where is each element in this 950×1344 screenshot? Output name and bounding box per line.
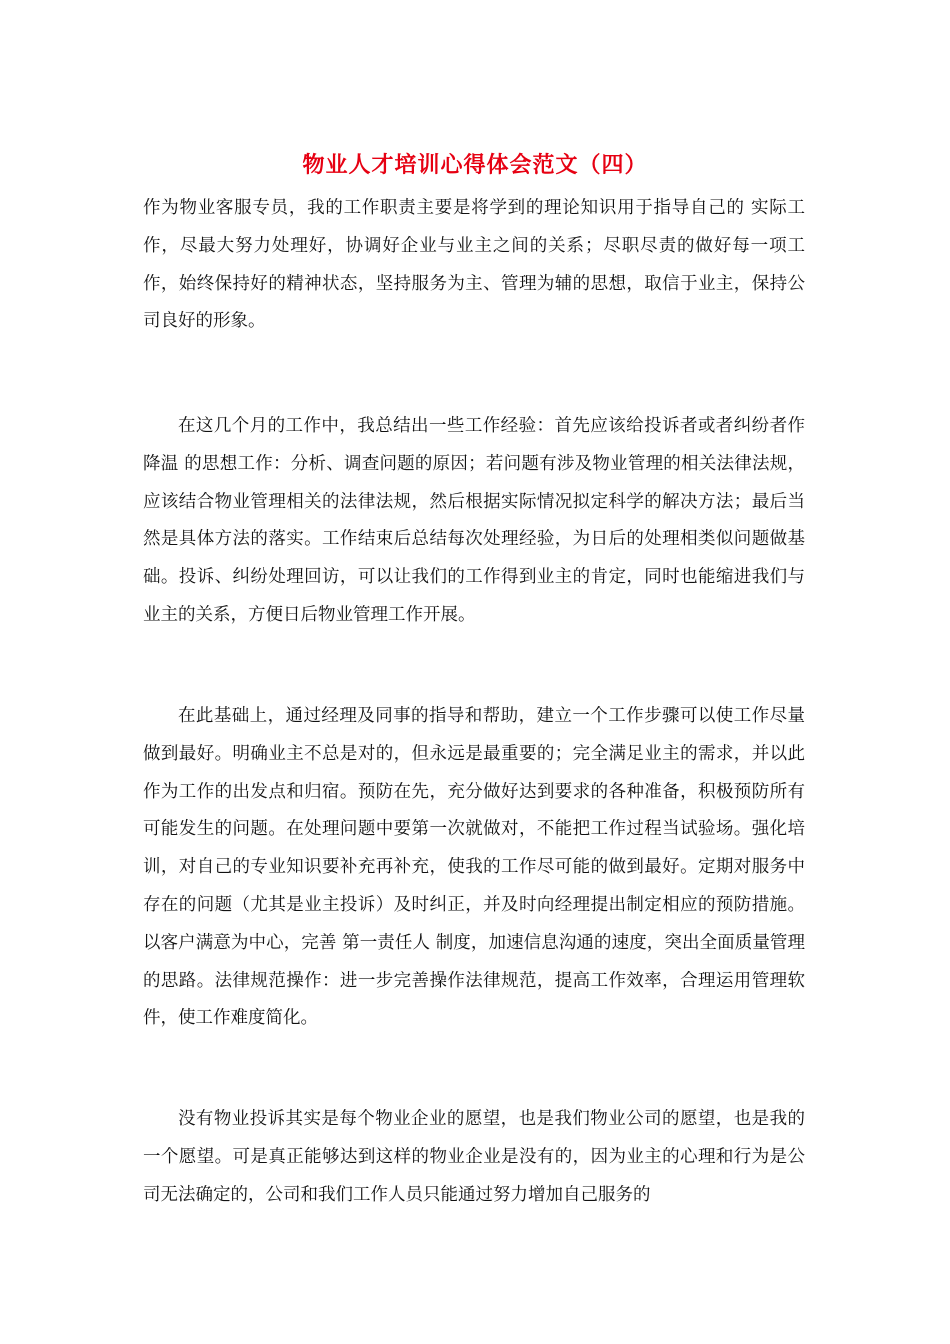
paragraph-1: 作为物业客服专员，我的工作职责主要是将学到的理论知识用于指导自己的 实际工作，尽最大努力处理好，协调好企业与业主之间的关系；尽职尽责的做好每一项工作，始终保持好的精神状态，坚持服务为主、管理为辅的思想，取信于业主，保持公司良好的形象。 xyxy=(143,198,805,332)
document-title: 物业人才培训心得体会范文（四） xyxy=(302,152,648,178)
paragraph-4: 没有物业投诉其实是每个物业企业的愿望，也是我们物业公司的愿望，也是我的一个愿望。可是真正能够达到这样的物业企业是没有的，因为业主的心理和行为是公司无法确定的，公司和我们工作人员只能通过努力增加自己服务的 xyxy=(143,1109,805,1205)
paragraph-2: 在这几个月的工作中，我总结出一些工作经验：首先应该给投诉者或者纠纷者作 降温 的思想工作：分析、调查问题的原因；若问题有涉及物业管理的相关法律法规，应该结合物业管理相关的法律法规，然后根据实际情况拟定科学的解决方法；最后当然是具体方法的落实。工作结束后总结每次处理经验，为日后的处理相类似问题做基础。投诉、纠纷处理回访，可以让我们的工作得到业主的肯定，同时也能缩进我们与业主的关系，方便日后物业管理工作开展。 xyxy=(143,416,805,625)
paragraph-3: 在此基础上，通过经理及同事的指导和帮助，建立一个工作步骤可以使工作尽量做到最好。明确业主不总是对的，但永远是最重要的；完全满足业主的需求，并以此作为工作的出发点和归宿。预防在先，充分做好达到要求的各种准备，积极预防所有可能发生的问题。在处理问题中要第一次就做对，不能把工作过程当试验场。强化培训，对自己的专业知识要补充再补充，使我的工作尽可能的做到最好。定期对服务中存在的问题（尤其是业主投诉）及时纠正，并及时向经理提出制定相应的预防措施。以客户满意为中心，完善 第一责任人 制度，加速信息沟通的速度，突出全面质量管理的思路。法律规范操作：进一步完善操作法律规范，提高工作效率，合理运用管理软件，使工作难度简化。 xyxy=(143,706,805,1029)
